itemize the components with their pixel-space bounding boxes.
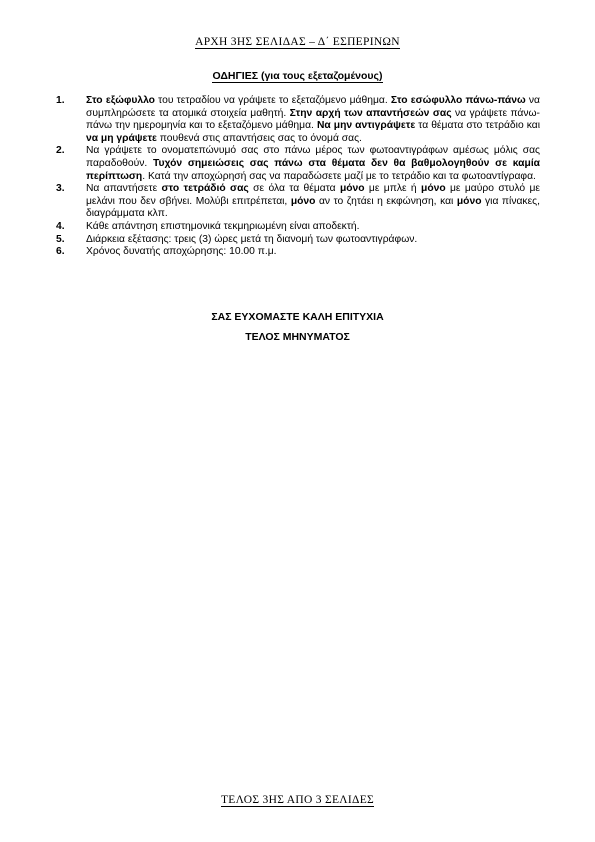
instruction-text: για πίνακες, διαγράμματα κλπ. [86, 195, 540, 220]
instruction-text: με μαύρο στυλό με μελάνι που δεν σβήνει. Μολύβι επιτρέπεται, [86, 183, 540, 207]
instruction-text: Να απαντήσετε [86, 183, 162, 195]
instruction-bold-text: Στο εξώφυλλο [86, 95, 155, 106]
instruction-text: Κάθε απάντηση επιστημονικά τεκμηριωμένη είναι αποδεκτή. [86, 220, 360, 232]
instruction-bold-text: μόνο [290, 195, 316, 207]
page-footer [0, 794, 595, 806]
instruction-bold-text: μόνο [421, 183, 446, 195]
closing-end: ΤΕΛΟΣ ΜΗΝΥΜΑΤΟΣ [245, 331, 350, 343]
instruction-bold-text: στο τετράδιό σας [161, 183, 249, 195]
instruction-number: 2. [56, 145, 65, 157]
instruction-item [56, 221, 540, 234]
instruction-text: πουθενά στις απαντήσεις σας το όνομά σας. [156, 132, 362, 144]
page-header [0, 36, 595, 48]
instruction-text: Διάρκεια εξέτασης: τρεις (3) ώρες μετά τη διανομή των φωτοαντιγράφων. [86, 233, 418, 245]
instruction-text: να γράψετε πάνω-πάνω την ημερομηνία και το εξεταζόμενο μάθημα. [86, 107, 540, 132]
instruction-item [56, 95, 540, 145]
instruction-item [56, 145, 540, 183]
instructions-title-text: ΟΔΗΓΙΕΣ (για τους εξεταζομένους) [212, 70, 383, 82]
instruction-bold-text: Να μην αντιγράψετε [316, 120, 416, 132]
instruction-text: αν το ζητάει η εκφώνηση, και [315, 195, 457, 207]
instructions-title [0, 70, 595, 82]
instruction-text: Να γράψετε το ονοματεπώνυμό σας στο πάνω μέρος των φωτοαντιγράφων αμέσως μόλις σας παραδοθούν. [86, 145, 540, 169]
closing-wish: ΣΑΣ ΕΥΧΟΜΑΣΤΕ ΚΑΛΗ ΕΠΙΤΥΧΙΑ [211, 311, 384, 323]
instruction-number: 3. [56, 183, 65, 195]
instruction-number: 4. [56, 220, 65, 232]
instruction-text: σε όλα τα θέματα [248, 183, 340, 195]
instruction-bold-text: Στο εσώφυλλο πάνω-πάνω [390, 95, 526, 106]
instruction-item [56, 234, 540, 247]
instructions-list [56, 95, 540, 259]
instruction-text: . Κατά την αποχώρησή σας να παραδώσετε μαζί με το τετράδιο και τα φωτοαντίγραφα. [142, 170, 536, 182]
instruction-text: με μπλε ή [364, 183, 422, 195]
instruction-bold-text: μόνο [456, 195, 482, 207]
instruction-bold-text: Στην αρχή των απαντήσεών σας [289, 107, 452, 119]
instruction-item [56, 246, 540, 259]
instruction-bold-text: Τυχόν σημειώσεις σας πάνω στα θέματα δεν θα βαθμολογηθούν σε καμία περίπτωση [86, 157, 541, 182]
instruction-item [56, 183, 540, 221]
page-header-text: ΑΡΧΗ 3ΗΣ ΣΕΛΙΔΑΣ – Δ΄ ΕΣΠΕΡΙΝΩΝ [195, 36, 400, 48]
instruction-text: του τετραδίου να γράψετε το εξεταζόμενο μάθημα. [154, 95, 391, 106]
instruction-text: Χρόνος δυνατής αποχώρησης: 10.00 π.μ. [86, 246, 277, 258]
instruction-number: 5. [56, 233, 65, 245]
instruction-text: τα θέματα στο τετράδιο και [415, 120, 540, 132]
instruction-text: να συμπληρώσετε τα ατομικά στοιχεία μαθητή. [86, 95, 541, 119]
instruction-bold-text: μόνο [339, 183, 365, 195]
instruction-bold-text: να μη γράψετε [86, 132, 157, 144]
page-footer-text: ΤΕΛΟΣ 3ΗΣ ΑΠΟ 3 ΣΕΛΙΔΕΣ [220, 794, 375, 806]
instruction-number: 1. [56, 95, 65, 106]
instruction-number: 6. [56, 246, 65, 258]
